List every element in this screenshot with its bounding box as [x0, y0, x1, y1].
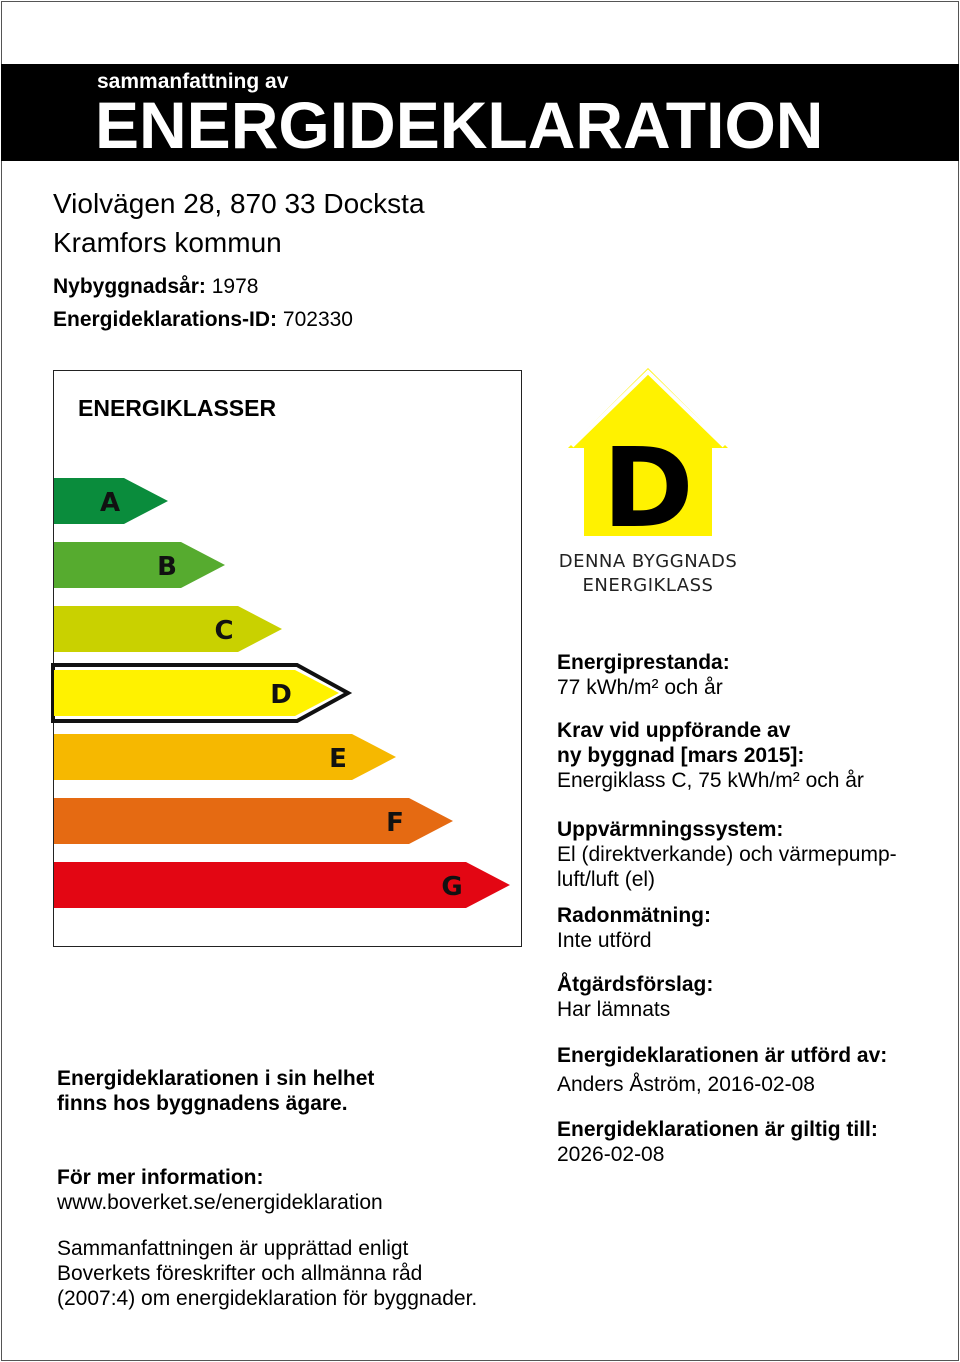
energy-class-arrow-b [54, 542, 225, 588]
house-caption-line1: DENNA BYGGNADS [558, 551, 738, 572]
house-caption [558, 550, 738, 598]
address-line1: Violvägen 28, 870 33 Docksta [53, 188, 425, 219]
owner-note-line2: finns hos byggnadens ägare. [57, 1092, 348, 1115]
legal-note-line1: Sammanfattningen är upprättad enligt [57, 1237, 409, 1260]
performed-by-label: Energideklarationen är utförd av: [557, 1044, 888, 1067]
measures-value: Har lämnats [557, 998, 671, 1021]
legal-note-line2: Boverkets föreskrifter och allmänna råd [57, 1262, 423, 1285]
energy-class-bar-c [54, 606, 282, 652]
house-class-letter: D [602, 424, 694, 538]
house-caption-line2: ENERGIKLASS [582, 575, 714, 596]
header-title: ENERGIDEKLARATION [95, 88, 824, 162]
energy-class-letter-b: B [157, 552, 177, 582]
energy-class-bar-e [54, 734, 396, 780]
energy-class-letter-g: G [441, 872, 463, 902]
performance-value: 77 kWh/m² och år [557, 676, 723, 699]
energy-class-bar-f [54, 798, 453, 844]
valid-until-block [557, 1117, 878, 1167]
performance-label: Energiprestanda: [557, 651, 730, 674]
more-info-block [57, 1165, 383, 1215]
requirement-label-line2: ny byggnad [mars 2015]: [557, 744, 805, 767]
valid-until-label: Energideklarationen är giltig till: [557, 1118, 878, 1141]
legal-note-line3: (2007:4) om energideklaration för byggnader. [57, 1287, 478, 1310]
measures-block [557, 972, 713, 1022]
radon-value: Inte utförd [557, 929, 652, 952]
legal-note [57, 1236, 477, 1311]
measures-label: Åtgärdsförslag: [557, 973, 714, 996]
energy-class-letter-f: F [386, 808, 404, 838]
build-year-label: Nybyggnadsår: [53, 275, 206, 298]
more-info-label: För mer information: [57, 1166, 264, 1189]
address-line2: Kramfors kommun [53, 227, 282, 258]
performance-block [557, 650, 730, 700]
heating-block [557, 817, 897, 892]
energy-class-bar-a [54, 478, 168, 524]
build-year-value: 1978 [211, 275, 259, 298]
more-info-url[interactable]: www.boverket.se/energideklaration [57, 1191, 383, 1214]
requirement-label-line1: Krav vid uppförande av [557, 719, 791, 742]
energy-class-letter-a: A [99, 488, 121, 518]
energy-class-arrow-d [54, 670, 339, 716]
energy-class-title: ENERGIKLASSER [78, 395, 277, 421]
house-icon [566, 366, 730, 538]
energy-class-bar-b [54, 542, 225, 588]
radon-block [557, 903, 711, 953]
declaration-id-value: 702330 [282, 308, 353, 331]
radon-label: Radonmätning: [557, 904, 711, 927]
energy-class-letter-e: E [329, 744, 347, 774]
energy-class-bar-d [53, 665, 348, 721]
heating-label: Uppvärmningssystem: [557, 818, 784, 841]
energy-class-bar-g [54, 862, 510, 908]
requirement-block [557, 718, 864, 793]
owner-note [57, 1066, 374, 1116]
owner-note-line1: Energideklarationen i sin helhet [57, 1067, 375, 1090]
performed-by-value: Anders Åström, 2016-02-08 [557, 1073, 815, 1096]
performed-by-block [557, 1043, 887, 1097]
heating-value-line1: El (direktverkande) och värmepump- [557, 843, 897, 866]
valid-until-value: 2026-02-08 [557, 1143, 665, 1166]
energy-class-letter-c: C [214, 616, 234, 646]
requirement-value: Energiklass C, 75 kWh/m² och år [557, 769, 864, 792]
energy-class-letter-d: D [270, 680, 292, 710]
energy-class-arrow-c [54, 606, 282, 652]
header-subtitle: sammanfattning av [97, 70, 289, 93]
heating-value-line2: luft/luft (el) [557, 868, 656, 891]
declaration-id-label: Energideklarations-ID: [53, 308, 278, 331]
